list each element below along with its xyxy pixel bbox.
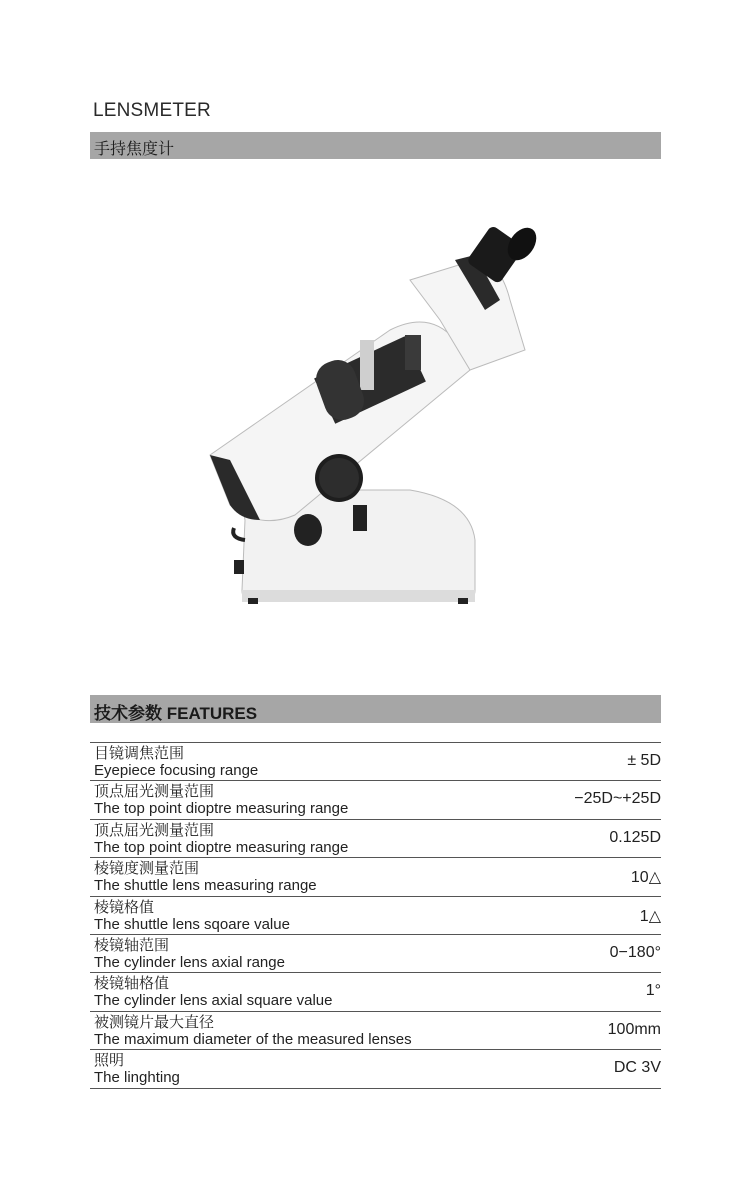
spec-value: 1° [645,982,661,1000]
spec-value: 1△ [639,907,661,925]
spec-label-en: The linghting [94,1069,180,1087]
spec-label-zh: 顶点屈光测量范围 [94,783,215,801]
spec-label-en: The maximum diameter of the measured lenses [94,1030,412,1048]
spec-label-en: The cylinder lens axial square value [94,992,333,1010]
spec-row [90,1012,661,1050]
spec-value: 100mm [607,1020,661,1038]
spec-value: −25D~+25D [574,790,661,808]
spec-label-en: The shuttle lens sqoare value [94,915,290,933]
spec-label-zh: 棱镜轴格值 [94,975,170,993]
spec-value: 0.125D [609,828,661,846]
spec-label-zh: 目镜调焦范围 [94,745,185,762]
spec-row [90,897,661,935]
lensmeter-product-image [200,220,540,610]
subtitle-bar [90,132,661,159]
spec-row [90,973,661,1011]
spec-label-en: Eyepiece focusing range [94,762,259,779]
spec-value: ± 5D [627,752,661,769]
subtitle: 手持焦度计 [94,141,175,158]
spec-label-zh: 棱镜格值 [94,898,155,916]
spec-label-zh: 被测镜片最大直径 [94,1013,215,1031]
spec-row [90,743,661,781]
spec-label-zh: 棱镜度测量范围 [94,860,200,878]
spec-table [90,742,661,1089]
spec-value: 10△ [630,869,661,887]
spec-value: DC 3V [613,1059,661,1077]
spec-label-en: The shuttle lens measuring range [94,877,317,895]
spec-label-en: The top point dioptre measuring range [94,838,349,856]
spec-label-zh: 顶点屈光测量范围 [94,821,215,839]
spec-label-zh: 照明 [94,1052,125,1070]
features-heading: 技术参数 FEATURES [94,704,258,723]
spec-label-en: The top point dioptre measuring range [94,800,349,818]
spec-row [90,820,661,858]
spec-row [90,781,661,819]
spec-row [90,935,661,973]
spec-value: 0−180° [609,943,661,961]
spec-row [90,858,661,896]
page-title: LENSMETER [93,100,211,121]
spec-row [90,1050,661,1088]
spec-label-zh: 棱镜轴范围 [94,936,170,954]
features-heading-bar [90,695,661,723]
spec-label-en: The cylinder lens axial range [94,953,285,971]
